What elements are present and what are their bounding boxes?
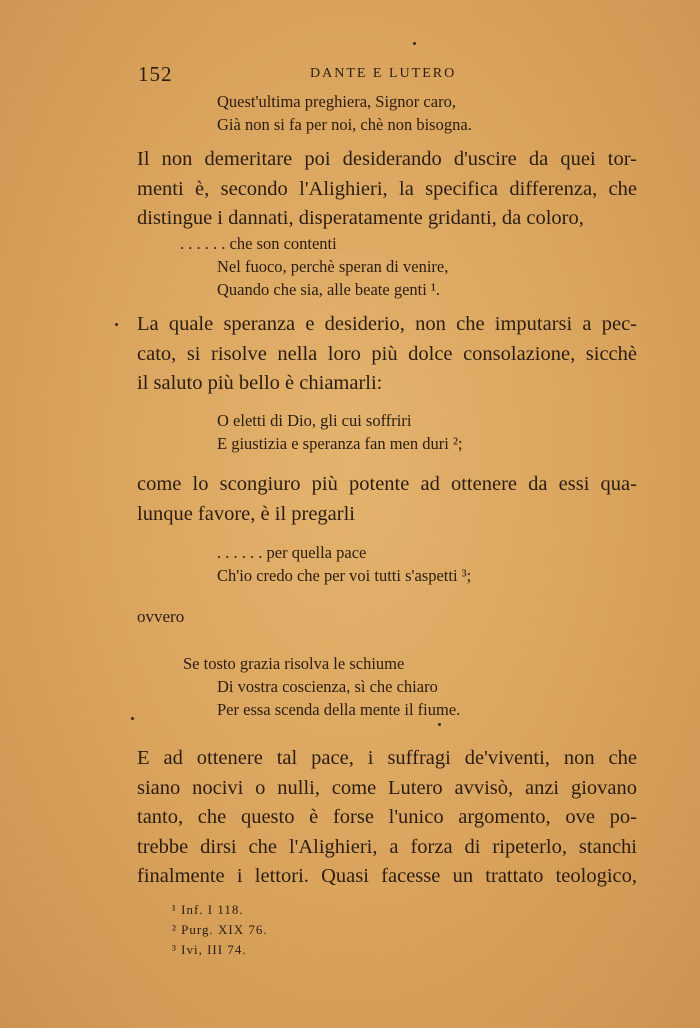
prose-line: lunque favore, è il pregarli bbox=[137, 502, 356, 525]
verse-quote-2 bbox=[180, 232, 448, 301]
prose-line: trebbe dirsi che l'Alighieri, a forza di ripeterlo, stanchi bbox=[137, 835, 637, 858]
verse-line: Di vostra coscienza, sì che chiaro bbox=[217, 677, 438, 696]
verse-line: . . . . . . che son contenti bbox=[180, 234, 337, 253]
paragraph-2 bbox=[137, 310, 637, 399]
verse-line: Già non si fa per noi, chè non bisogna. bbox=[217, 115, 472, 134]
prose-line: il saluto più bello è chiamarli: bbox=[137, 372, 383, 394]
print-speck bbox=[438, 723, 441, 726]
verse-line: Quest'ultima preghiera, Signor caro, bbox=[217, 92, 456, 111]
prose-line: siano nocivi o nulli, come Lutero avvisò, anzi giovano bbox=[137, 776, 637, 799]
paragraph-3 bbox=[137, 470, 637, 529]
print-speck bbox=[115, 323, 118, 326]
page-header bbox=[138, 62, 638, 86]
verse-line: E giustizia e speranza fan men duri ²; bbox=[217, 434, 463, 453]
verse-line: Per essa scenda della mente il fiume. bbox=[217, 700, 461, 719]
prose-line: La quale speranza e desiderio, non che imputarsi a pec- bbox=[137, 313, 637, 335]
prose-line: come lo scongiuro più potente ad ottenere da essi qua- bbox=[137, 473, 637, 495]
print-speck bbox=[131, 717, 134, 720]
prose-line: menti è, secondo l'Alighieri, la specifica differenza, che bbox=[137, 177, 637, 200]
prose-line: E ad ottenere tal pace, i suffragi de'viventi, non che bbox=[137, 747, 637, 769]
running-title: DANTE E LUTERO bbox=[310, 66, 457, 81]
verse-line: Ch'io credo che per voi tutti s'aspetti ³; bbox=[217, 566, 472, 585]
prose-line: distingue i dannati, disperatamente gridanti, da coloro, bbox=[137, 207, 584, 229]
footnote: ³ Ivi, III 74. bbox=[172, 942, 247, 957]
prose-line: tanto, che questo è forse l'unico argomento, ove po- bbox=[137, 806, 637, 828]
paragraph-4 bbox=[137, 744, 637, 892]
verse-line: Nel fuoco, perchè speran di venire, bbox=[217, 257, 449, 276]
verse-line: . . . . . . per quella pace bbox=[217, 543, 367, 562]
ovvero-text: ovvero bbox=[137, 607, 185, 626]
verse-line: Se tosto grazia risolva le schiume bbox=[183, 654, 405, 673]
verse-quote-1 bbox=[217, 90, 472, 136]
verse-quote-3 bbox=[217, 409, 462, 455]
print-speck bbox=[413, 42, 416, 45]
prose-line: cato, si risolve nella loro più dolce consolazione, sicchè bbox=[137, 342, 637, 365]
paragraph-1 bbox=[137, 145, 637, 234]
verse-line: O eletti di Dio, gli cui soffriri bbox=[217, 411, 412, 430]
prose-line: finalmente i lettori. Quasi facesse un trattato teologico, bbox=[137, 865, 637, 887]
footnote: ¹ Inf. I 118. bbox=[172, 902, 244, 917]
verse-quote-4 bbox=[217, 541, 471, 587]
footnote: ² Purg. XIX 76. bbox=[172, 922, 268, 937]
page-number: 152 bbox=[138, 62, 173, 86]
footnotes bbox=[172, 900, 268, 960]
verse-line: Quando che sia, alle beate genti ¹. bbox=[217, 280, 441, 299]
prose-line: Il non demeritare poi desiderando d'uscire da quei tor- bbox=[137, 148, 637, 170]
verse-quote-5 bbox=[183, 652, 460, 721]
